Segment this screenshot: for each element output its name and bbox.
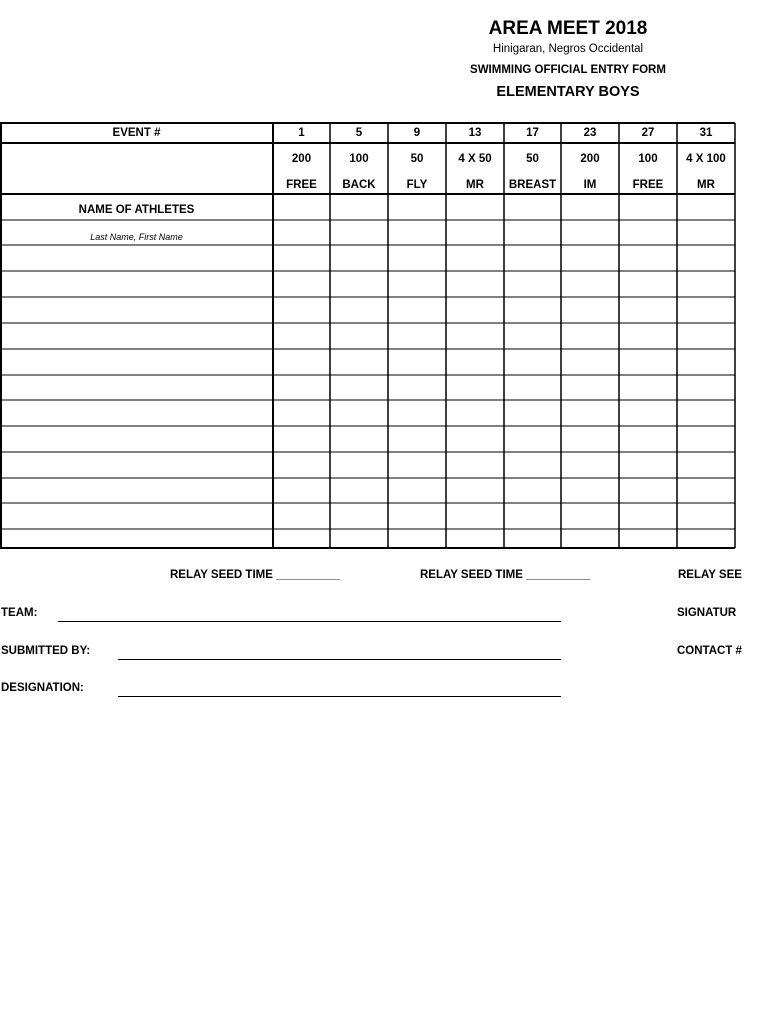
- event-number-6: 23: [583, 127, 597, 139]
- designation-label: DESIGNATION:: [1, 682, 84, 694]
- event-stroke-5: BREAST: [508, 179, 557, 191]
- event-distance-3: 50: [410, 153, 424, 165]
- event-stroke-6: IM: [583, 179, 597, 191]
- event-number-3: 9: [413, 127, 421, 139]
- event-stroke-7: FREE: [632, 179, 664, 191]
- event-stroke-2: BACK: [342, 179, 376, 191]
- athletes-name-hint: Last Name, First Name: [90, 232, 183, 242]
- event-stroke-1: FREE: [286, 179, 317, 191]
- team-label: TEAM:: [1, 607, 38, 619]
- event-distance-2: 100: [349, 153, 369, 165]
- relay-seed-time-3: RELAY SEE: [678, 569, 742, 581]
- event-distance-6: 200: [580, 153, 600, 165]
- contact-label: CONTACT #: [677, 645, 742, 657]
- meet-title: AREA MEET 2018: [488, 18, 648, 39]
- signature-label: SIGNATUR: [677, 607, 737, 619]
- meet-location: Hinigaran, Negros Occidental: [492, 43, 644, 55]
- team-field[interactable]: [58, 621, 561, 622]
- event-number-1: 1: [298, 127, 305, 139]
- athletes-header: NAME OF ATHLETES: [78, 204, 195, 216]
- form-name: SWIMMING OFFICIAL ENTRY FORM: [470, 64, 666, 76]
- event-number-header: EVENT #: [112, 127, 161, 139]
- event-number-7: 27: [641, 127, 655, 139]
- event-distance-4: 4 X 50: [458, 153, 492, 165]
- event-distance-5: 50: [526, 153, 539, 165]
- event-number-8: 31: [699, 127, 713, 139]
- submitted-by-field[interactable]: [118, 659, 561, 660]
- event-stroke-4: MR: [466, 179, 484, 191]
- submitted-by-label: SUBMITTED BY:: [1, 645, 91, 657]
- event-stroke-3: FLY: [406, 179, 428, 191]
- event-number-5: 17: [526, 127, 539, 139]
- event-number-4: 13: [468, 127, 482, 139]
- event-distance-8: 4 X 100: [686, 153, 726, 165]
- designation-field[interactable]: [118, 696, 561, 697]
- event-distance-1: 200: [291, 153, 312, 165]
- category-title: ELEMENTARY BOYS: [496, 84, 640, 100]
- event-distance-7: 100: [638, 153, 658, 165]
- relay-seed-time-1: RELAY SEED TIME __________: [170, 569, 341, 581]
- event-number-2: 5: [355, 127, 363, 139]
- event-stroke-8: MR: [697, 179, 715, 191]
- relay-seed-time-2: RELAY SEED TIME __________: [420, 569, 591, 581]
